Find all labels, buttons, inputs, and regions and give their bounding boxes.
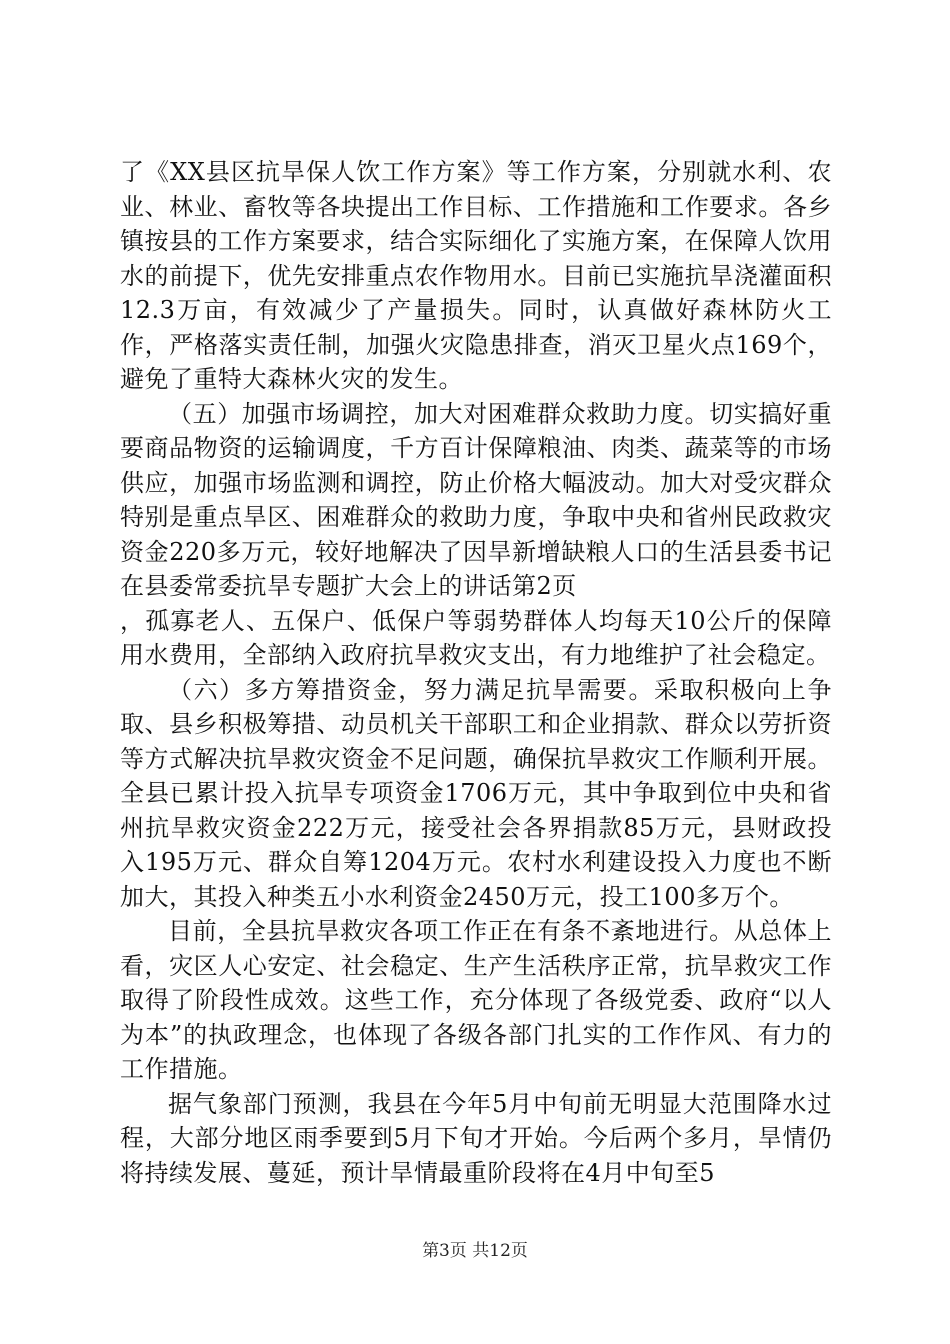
page-footer: 第3页 共12页 (422, 1241, 528, 1261)
paragraph-weather-forecast: 据气象部门预测，我县在今年5月中旬前无明显大范围降水过程，大部分地区雨季要到5月下旬才开始。今后两个多月，旱情仍将持续发展、蔓延，预计旱情最重阶段将在4月中旬至5 (120, 1089, 832, 1187)
paragraph-continuation: 了《XX县区抗旱保人饮工作方案》等工作方案，分别就水利、农业、林业、畜牧等各块提出工作目标、工作措施和工作要求。各乡镇按县的工作方案要求，结合实际细化了实施方案，在保障人饮用水的前提下，优先安排重点农作物用水。目前已实施抗旱浇灌面积12.3万亩，有效减少了产量损失。同时，认真做好森林防火工作，严格落实责任制，加强火灾隐患排查，消灭卫星火点169个，避免了重特大森林火灾的发生。 (120, 158, 832, 393)
paragraph-current-status: 目前，全县抗旱救灾各项工作正在有条不紊地进行。从总体上看，灾区人心安定、社会稳定、生产生活秩序正常，抗旱救灾工作取得了阶段性成效。这些工作，充分体现了各级党委、政府“以人为本”的执政理念，也体现了各级各部门扎实的工作作风、有力的工作措施。 (120, 917, 832, 1083)
paragraph-section-5: （五）加强市场调控，加大对困难群众救助力度。切实搞好重要商品物资的运输调度，千方百计保障粮油、肉类、蔬菜等的市场供应，加强市场监测和调控，防止价格大幅波动。加大对受灾群众特别是重点旱区、困难群众的救助力度，争取中央和省州民政救灾资金220多万元，较好地解决了因旱新增缺粮人口的生活县委书记在县委常委抗旱专题扩大会上的讲话第2页 (120, 399, 832, 600)
paragraph-vulnerable-groups: ，孤寡老人、五保户、低保户等弱势群体人均每天10公斤的保障用水费用，全部纳入政府抗旱救灾支出，有力地维护了社会稳定。 (120, 606, 832, 669)
paragraph-section-6: （六）多方筹措资金，努力满足抗旱需要。采取积极向上争取、县乡积极筹措、动员机关干部职工和企业捐款、群众以劳折资等方式解决抗旱救灾资金不足问题，确保抗旱救灾工作顺利开展。全县已累计投入抗旱专项资金1706万元，其中争取到位中央和省州抗旱救灾资金222万元，接受社会各界捐款85万元，县财政投入195万元、群众自筹1204万元。农村水利建设投入力度也不断加大，其投入种类五小水利资金2450万元，投工100多万个。 (120, 675, 832, 911)
document-body (120, 155, 832, 1190)
